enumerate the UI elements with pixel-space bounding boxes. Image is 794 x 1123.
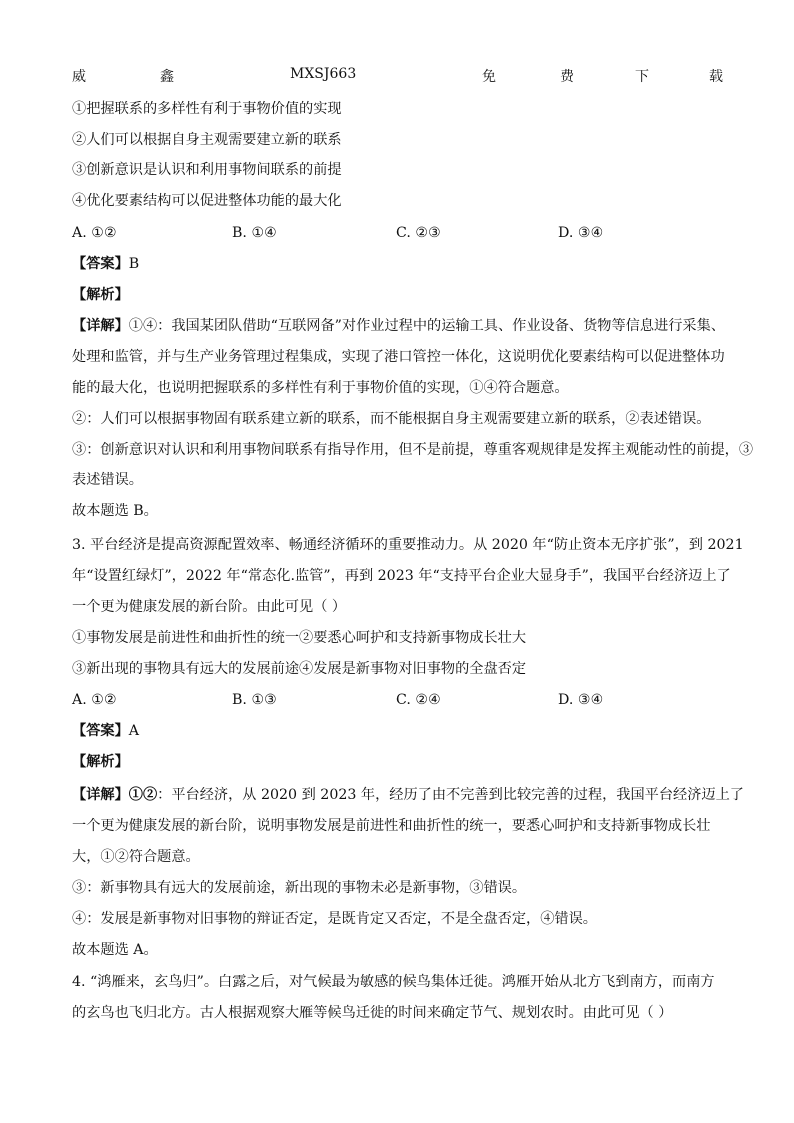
q3-detail-line: ④：发展是新事物对旧事物的辩证否定，是既肯定又否定，不是全盘否定，④错误。 xyxy=(72,911,597,927)
q2-option-a: A. ①② xyxy=(72,225,117,241)
detail-text: ①④：我国某团队借助“互联网备”对作业过程中的运输工具、作业设备、货物等信息进行采集、 xyxy=(128,318,725,334)
q3-detail-line xyxy=(72,785,744,805)
header-char: 免 xyxy=(482,69,496,85)
detail-tag: 【详解】 xyxy=(72,787,129,803)
header-char: 载 xyxy=(709,69,723,85)
q3-item: ③新出现的事物具有远大的发展前途④发展是新事物对旧事物的全盘否定 xyxy=(72,661,527,677)
q2-option-d: D. ③④ xyxy=(558,225,604,241)
q3-analysis-tag: 【解析】 xyxy=(72,754,129,770)
answer-value: A xyxy=(128,723,140,739)
q3-detail-line: 一个更为健康发展的新台阶，说明事物发展是前进性和曲折性的统一，要悉心呵护和支持新事物成长壮 xyxy=(72,818,711,834)
q3-option-b: B. ①③ xyxy=(232,692,277,708)
q2-item-2: ②人们可以根据自身主观需要建立新的联系 xyxy=(72,132,342,148)
q2-detail-line xyxy=(72,316,725,336)
q3-stem-line: 3. 平台经济是提高资源配置效率、畅通经济循环的重要推动力。从 2020 年“防止资本无序扩张”，到 2021 xyxy=(72,537,744,553)
q2-detail-line: 表述错误。 xyxy=(72,472,143,488)
q2-analysis-tag: 【解析】 xyxy=(72,287,129,303)
q3-option-a: A. ①② xyxy=(72,692,117,708)
detail-tag: 【详解】 xyxy=(72,318,129,334)
q2-item-4: ④优化要素结构可以促进整体功能的最大化 xyxy=(72,193,342,209)
q3-option-d: D. ③④ xyxy=(558,692,604,708)
detail-lead: ①② xyxy=(128,787,158,803)
q2-detail-line: ②：人们可以根据事物固有联系建立新的联系，而不能根据自身主观需要建立新的联系，②表述错误。 xyxy=(72,411,711,427)
answer-tag: 【答案】 xyxy=(72,723,129,739)
q2-detail-line: 能的最大化，也说明把握联系的多样性有利于事物价值的实现，①④符合题意。 xyxy=(72,380,569,396)
q2-options xyxy=(72,223,722,243)
q3-answer xyxy=(72,721,139,741)
q3-conclusion: 故本题选 A。 xyxy=(72,942,158,958)
q2-item-3: ③创新意识是认识和利用事物间联系的前提 xyxy=(72,162,342,178)
answer-value: B xyxy=(128,256,140,272)
q2-detail-line: 处理和监管，并与生产业务管理过程集成，实现了港口管控一体化，这说明优化要素结构可以促进整体功 xyxy=(72,349,725,365)
header-char: 费 xyxy=(560,69,574,85)
q3-item: ①事物发展是前进性和曲折性的统一②要悉心呵护和支持新事物成长壮大 xyxy=(72,630,527,646)
q2-item-1: ①把握联系的多样性有利于事物价值的实现 xyxy=(72,101,342,117)
q3-detail-line: 大，①②符合题意。 xyxy=(72,849,200,865)
q4-stem-line: 的玄鸟也飞归北方。古人根据观察大雁等候鸟迁徙的时间来确定节气、规划农时。由此可见（ ） xyxy=(72,1005,673,1021)
q2-conclusion: 故本题选 B。 xyxy=(72,503,158,519)
detail-text: ：平台经济，从 2020 到 2023 年，经历了由不完善到比较完善的过程，我国平台经济迈上了 xyxy=(157,787,744,803)
q2-answer xyxy=(72,254,139,274)
header-code: MXSJ663 xyxy=(290,66,357,82)
q3-options xyxy=(72,690,722,710)
q3-stem-line: 一个更为健康发展的新台阶。由此可见（ ） xyxy=(72,599,347,615)
header-char: 下 xyxy=(635,69,649,85)
q4-stem-line: 4. “鸿雁来，玄鸟归”。白露之后，对气候最为敏感的候鸟集体迁徙。鸿雁开始从北方飞到南方，而南方 xyxy=(72,974,715,990)
q3-detail-line: ③：新事物具有远大的发展前途，新出现的事物未必是新事物，③错误。 xyxy=(72,880,527,896)
q2-detail-line: ③：创新意识对认识和利用事物间联系有指导作用，但不是前提，尊重客观规律是发挥主观能动性的前提，③ xyxy=(72,442,754,458)
q2-option-c: C. ②③ xyxy=(396,225,441,241)
q3-stem-line: 年“设置红绿灯”，2022 年“常态化.监管”，再到 2023 年“支持平台企业大显身手”，我国平台经济迈上了 xyxy=(72,568,731,584)
q3-option-c: C. ②④ xyxy=(396,692,441,708)
answer-tag: 【答案】 xyxy=(72,256,129,272)
page-header xyxy=(72,66,722,86)
header-char: 威 xyxy=(72,69,86,85)
header-char: 鑫 xyxy=(160,69,174,85)
q2-option-b: B. ①④ xyxy=(232,225,277,241)
